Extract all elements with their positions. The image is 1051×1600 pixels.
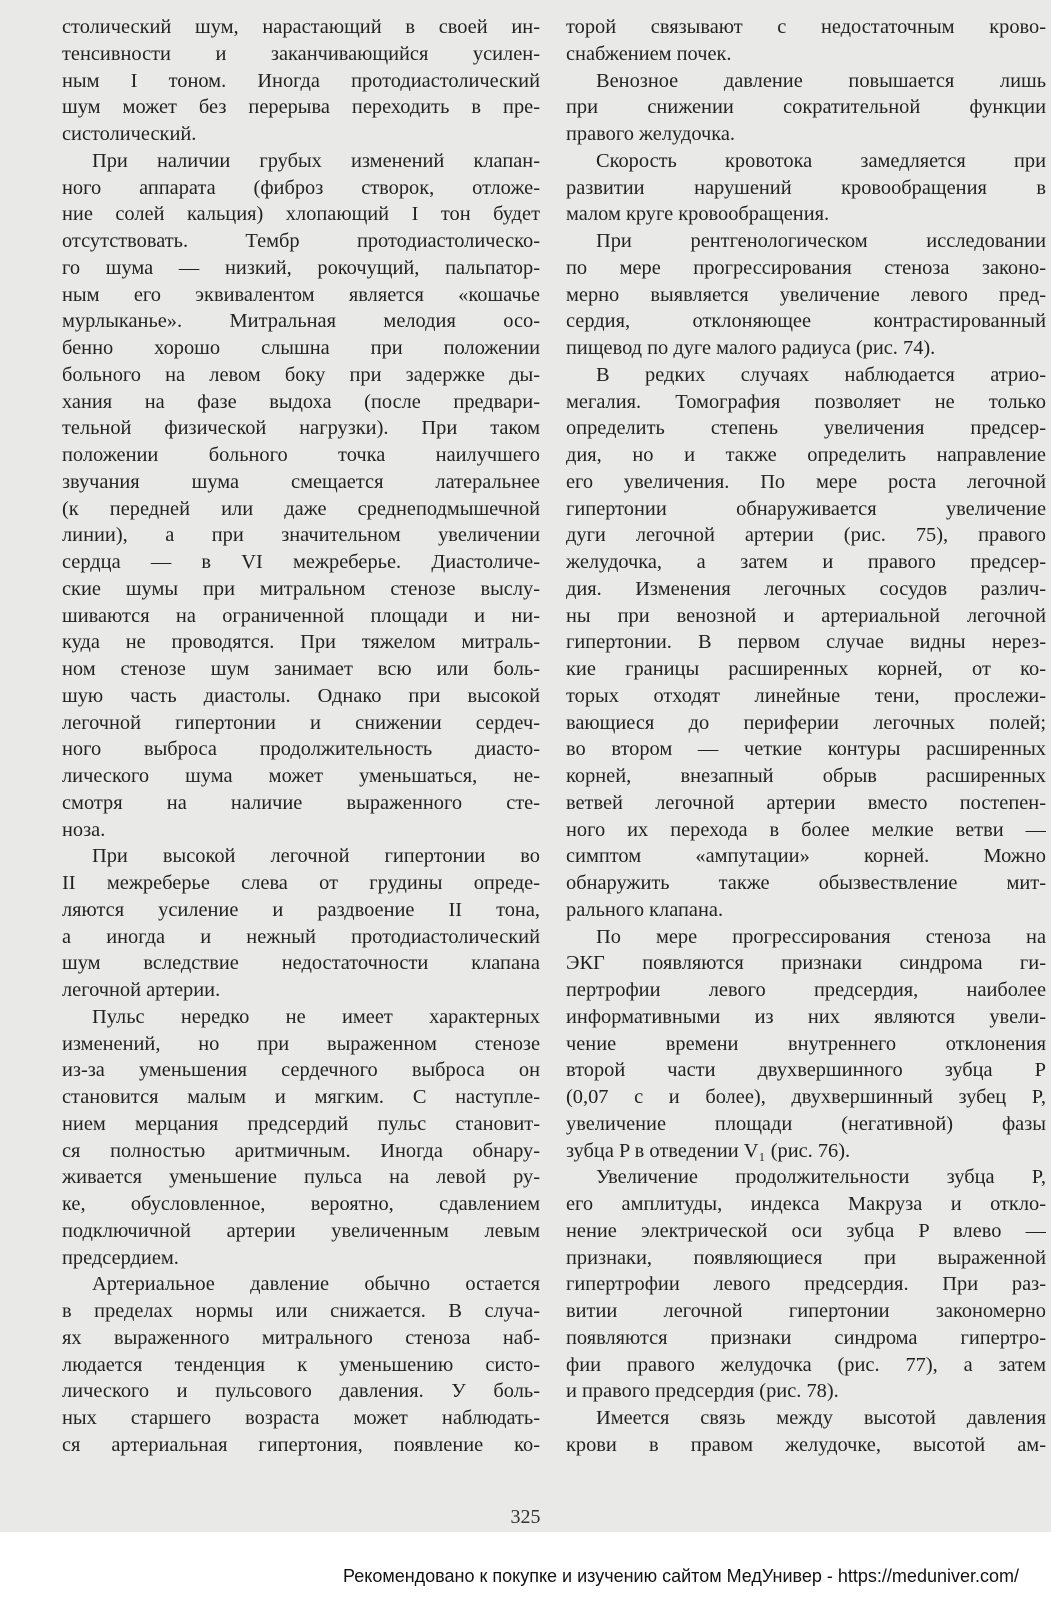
text-line: признаки, появляющиеся при выраженной (566, 1246, 1046, 1269)
text-line: симптом «ампутации» корней. Можно (566, 845, 1046, 868)
text-line: пищевод по дуге малого радиуса (рис. 74). (566, 337, 936, 359)
text-line: и правого предсердия (рис. 78). (566, 1380, 839, 1403)
text-line: По мере прогрессирования стеноза на (596, 925, 1046, 948)
text-line: ляются усиление и раздвоение II тона, (62, 898, 540, 921)
text-line: из-за уменьшения сердечного выброса он (62, 1059, 540, 1082)
text-line: мерно выявляется увеличение левого пред- (566, 283, 1046, 306)
text-line: становится малым и мягким. С наступле- (62, 1086, 540, 1108)
text-line: Имеется связь между высотой давления (596, 1407, 1046, 1429)
text-line: сердия, отклоняющее контрастированный (566, 310, 1046, 333)
text-line: малом круге кровообращения. (566, 203, 830, 226)
text-line: ся полностью аритмичным. Иногда обнару- (62, 1139, 540, 1162)
text-line: шум вследствие недостаточности клапана (62, 952, 540, 975)
text-line: ские шумы при митральном стенозе выслу- (62, 577, 540, 600)
text-line: подключичной артерии увеличенным левым (62, 1219, 540, 1242)
text-line: лического и пульсового давления. У боль- (62, 1380, 540, 1403)
text-line: определить степень увеличения предсер- (566, 417, 1046, 440)
text-line: людается тенденция к уменьшению систо- (62, 1353, 540, 1376)
text-line: дуги легочной артерии (рис. 75), правого (566, 524, 1046, 547)
text-line: (к передней или даже среднеподмышечной (62, 497, 540, 520)
text-line: При рентгенологическом исследовании (596, 230, 1046, 252)
text-line: тенсивности и заканчивающийся усилен- (62, 42, 540, 65)
text-line: тельной физической нагрузки). При таком (62, 417, 540, 440)
text-line: лического шума может уменьшаться, не- (62, 765, 540, 787)
text-line: ного выброса продолжительность диасто- (62, 738, 540, 761)
text-line: фии правого желудочка (рис. 77), а затем (566, 1353, 1046, 1376)
text-line: зубца P в отведении V₁ (рис. 76). (566, 1139, 851, 1162)
text-line: ветвей легочной артерии вместо постепен- (566, 791, 1046, 814)
text-line: ных старшего возраста может наблюдать- (62, 1407, 540, 1429)
text-line: ноза. (62, 818, 106, 841)
text-line: обнаружить также обызвествление мит- (566, 872, 1046, 894)
page-number: 325 (510, 1506, 541, 1528)
text-line: мурлыканье». Митральная мелодия осо- (62, 310, 540, 333)
text-line: гипертонии обнаруживается увеличение (566, 497, 1046, 520)
text-line: торых отходят линейные тени, прослежи- (566, 684, 1046, 707)
text-line: (0,07 с и более), двухвершинный зубец P, (566, 1086, 1046, 1108)
text-line: ном стенозе шум занимает всю или боль- (62, 658, 540, 680)
text-line: дия. Изменения легочных сосудов различ- (566, 577, 1046, 600)
text-line: ным его эквивалентом является «кошачье (62, 283, 540, 306)
text-line: его амплитуды, индекса Макруза и откло- (566, 1193, 1046, 1215)
text-line: гипертонии. В первом случае видны нерез- (566, 631, 1046, 654)
text-line: шую часть диастолы. Однако при высокой (62, 684, 540, 707)
text-line: Пульс нередко не имеет характерных (92, 1005, 540, 1028)
text-line: развитии нарушений кровообращения в (566, 176, 1046, 199)
text-line: мегалия. Томография позволяет не только (566, 390, 1046, 413)
text-line: кие границы расширенных корней, от ко- (566, 658, 1046, 680)
text-line: изменений, но при выраженном стенозе (62, 1032, 540, 1055)
text-line: правого желудочка. (566, 123, 735, 145)
text-line: гипертрофии левого предсердия. При раз- (566, 1273, 1046, 1296)
text-line: го шума — низкий, рокочущий, пальпатор- (62, 256, 540, 279)
text-line: в пределах нормы или снижается. В случа- (62, 1300, 540, 1322)
text-line: нием мерцания предсердий пульс становит- (62, 1112, 540, 1135)
text-line: бенно хорошо слышна при положении (62, 337, 540, 359)
text-line: Артериальное давление обычно остается (92, 1273, 540, 1296)
text-line: Скорость кровотока замедляется при (596, 149, 1046, 172)
text-line: его увеличения. По мере роста легочной (566, 470, 1046, 493)
text-line: ным I тоном. Иногда протодиастолический (62, 69, 540, 92)
text-line: При наличии грубых изменений клапан- (92, 149, 540, 172)
text-line: столический шум, нарастающий в своей ин- (62, 16, 540, 38)
text-line: информативными из них являются увели- (566, 1005, 1046, 1028)
text-line: ях выраженного митрального стеноза наб- (62, 1326, 540, 1349)
text-line: дия, но и также определить направление (566, 444, 1046, 466)
text-line: нение электрической оси зубца P влево — (566, 1219, 1046, 1242)
text-line: рального клапана. (566, 898, 724, 921)
text-line: шум может без перерыва переходить в пре- (62, 96, 540, 119)
text-line: Венозное давление повышается лишь (596, 69, 1046, 92)
text-line: систолический. (62, 123, 197, 145)
text-line: ние солей кальция) хлопающий I тон будет (62, 203, 540, 226)
text-line: появляются признаки синдрома гипертро- (566, 1326, 1046, 1349)
text-line: крови в правом желудочке, высотой ам- (566, 1433, 1046, 1456)
footer-recommendation-link[interactable]: Рекомендовано к покупке и изучению сайтом МедУнивер - https://meduniver.com/ (343, 1566, 1019, 1586)
text-line: при снижении сократительной функции (566, 96, 1046, 119)
text-line: второй части двухвершинного зубца P (566, 1059, 1046, 1082)
text-line: увеличение площади (негативной) фазы (566, 1112, 1046, 1135)
text-line: сердца — в VI межреберье. Диастоличе- (62, 551, 540, 573)
text-line: ке, обусловленное, вероятно, сдавлением (62, 1193, 540, 1215)
text-line: ся артериальная гипертония, появление ко- (62, 1433, 540, 1456)
text-line: пертрофии левого предсердия, наиболее (566, 979, 1046, 1001)
text-line: ЭКГ появляются признаки синдрома ги- (566, 952, 1046, 975)
text-line: снабжением почек. (566, 42, 732, 65)
text-line: во втором — четкие контуры расширенных (566, 738, 1046, 761)
text-line: желудочка, а затем и правого предсер- (566, 551, 1046, 573)
text-line: по мере прогрессирования стеноза законо- (566, 256, 1046, 279)
text-line: живается уменьшение пульса на левой ру- (62, 1166, 540, 1189)
text-line: корней, внезапный обрыв расширенных (566, 765, 1046, 787)
text-line: При высокой легочной гипертонии во (92, 845, 540, 868)
text-line: ного аппарата (фиброз створок, отложе- (62, 176, 540, 199)
text-line: хания на фазе выдоха (после предвари- (62, 390, 540, 413)
text-line: вающиеся до периферии легочных полей; (566, 711, 1046, 734)
text-line: легочной гипертонии и снижении сердеч- (62, 711, 540, 734)
text-line: шиваются на ограниченной площади и ни- (62, 604, 540, 627)
text-line: а иногда и нежный протодиастолический (62, 925, 540, 948)
text-line: В редких случаях наблюдается атрио- (596, 363, 1046, 386)
text-line: витии легочной гипертонии закономерно (566, 1300, 1046, 1322)
text-line: куда не проводятся. При тяжелом митраль- (62, 631, 540, 654)
text-line: ны при венозной и артериальной легочной (566, 604, 1046, 627)
text-line: звучания шума смещается латеральнее (62, 470, 540, 493)
text-line: чение времени внутреннего отклонения (566, 1032, 1046, 1055)
text-line: линии), а при значительном увеличении (62, 524, 540, 547)
text-line: отсутствовать. Тембр протодиастолическо- (62, 230, 540, 252)
left-text-column (62, 14, 540, 1459)
text-line: положении больного точка наилучшего (62, 444, 540, 466)
text-line: ного их перехода в более мелкие ветви — (566, 818, 1046, 841)
text-line: смотря на наличие выраженного сте- (62, 791, 540, 814)
text-line: торой связывают с недостаточным крово- (566, 16, 1046, 38)
text-line: больного на левом боку при задержке ды- (62, 363, 540, 386)
text-line: Увеличение продолжительности зубца P, (596, 1166, 1046, 1189)
text-line: предсердием. (62, 1246, 179, 1269)
right-text-column (566, 14, 1046, 1459)
text-line: II межреберье слева от грудины опреде- (62, 872, 540, 894)
text-line: легочной артерии. (62, 979, 221, 1001)
